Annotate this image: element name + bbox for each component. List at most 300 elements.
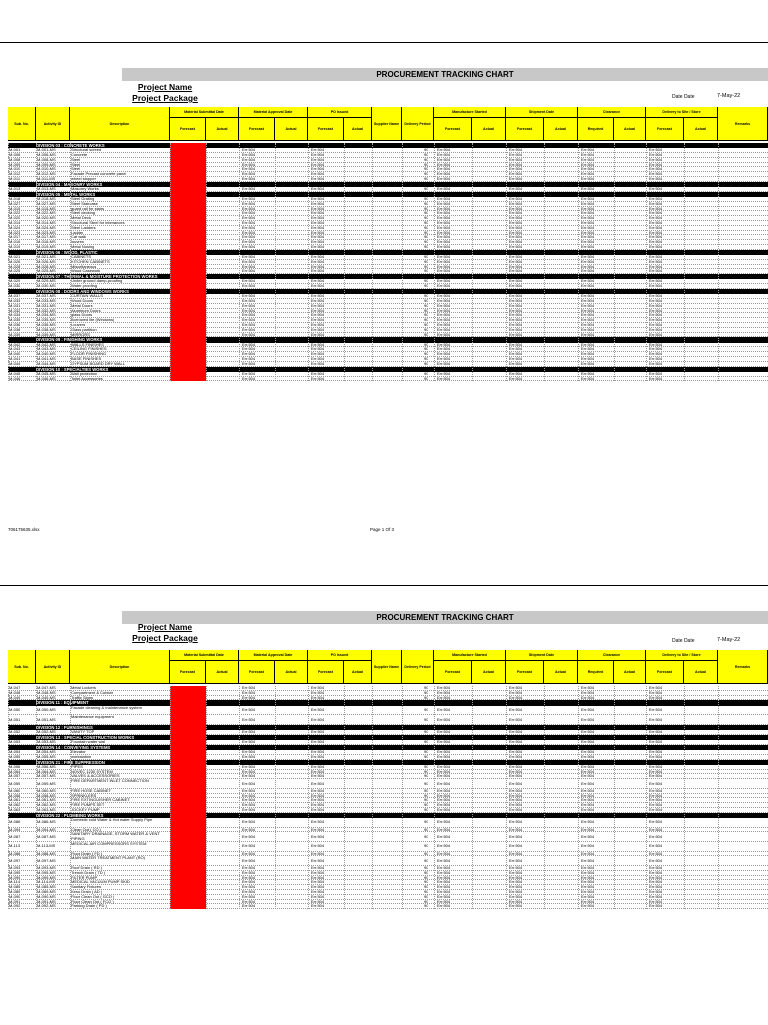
column-divider [646, 686, 647, 909]
row-manufacture-forecast: Err:504 [437, 904, 451, 909]
row-description: wheel stopper [71, 177, 96, 181]
row-delivery-period: 90 [424, 690, 429, 695]
row-date-forecast: Err:504 [581, 866, 595, 870]
row-description: SPRINKLERS [71, 793, 97, 798]
header-group: Delivery Period [402, 650, 434, 684]
table-row [8, 842, 768, 852]
row-date-forecast: Err:504 [581, 774, 595, 779]
row-description: FILTER PUMP [71, 875, 98, 880]
row-activity-id: M-036-MS [37, 323, 56, 327]
row-delivery-period: 90 [424, 730, 429, 734]
header-description: Description [70, 107, 170, 141]
row-delivery-period: 90 [424, 686, 429, 690]
row-manufacture-forecast: Err:504 [437, 774, 451, 779]
row-activity-id: M-061-MS [37, 798, 56, 803]
row-activity-id: M-097-MS [37, 858, 56, 863]
row-delivery-period: 90 [424, 803, 429, 808]
row-date-forecast: Err:504 [509, 279, 523, 284]
row-date-forecast: Err:504 [649, 197, 663, 201]
row-description: Floor Clean Out ( FCO ) [71, 899, 114, 904]
row-delivery-period: 90 [424, 361, 429, 366]
row-date-forecast: Err:504 [509, 875, 523, 880]
row-date-forecast: Err:504 [242, 808, 256, 812]
row-manufacture-forecast: Err:504 [437, 162, 451, 167]
row-manufacture-forecast: Err:504 [437, 269, 451, 274]
row-date-forecast: Err:504 [311, 323, 325, 327]
row-manufacture-forecast: Err:504 [437, 221, 451, 225]
row-sub-no: M-016 [9, 240, 21, 245]
row-delivery-period: 90 [424, 279, 429, 284]
row-date-forecast: Err:504 [649, 299, 663, 303]
row-date-forecast: Err:504 [311, 707, 325, 712]
row-date-forecast: Err:504 [509, 844, 523, 849]
row-date-forecast: Err:504 [242, 750, 256, 754]
header-group: Remarks [718, 650, 768, 684]
row-date-forecast: Err:504 [649, 148, 663, 153]
row-sub-no: M-021 [9, 255, 21, 259]
row-date-forecast: Err:504 [509, 230, 523, 235]
row-activity-id: M-044-MS [37, 361, 56, 366]
row-date-forecast: Err:504 [649, 284, 663, 289]
header-group: Material Approval Date [239, 650, 308, 661]
header-group: Delivery to Site / Store [646, 650, 718, 661]
row-date-forecast: Err:504 [509, 172, 523, 177]
row-date-forecast: Err:504 [242, 264, 256, 269]
row-description: Facade Precast concrete panel [71, 172, 127, 177]
row-date-forecast: Err:504 [509, 890, 523, 894]
row-description: Metal Nosing [71, 245, 95, 249]
row-description: Louvers [71, 323, 86, 327]
row-date-forecast: Err:504 [581, 342, 595, 347]
row-date-forecast: Err:504 [242, 875, 256, 880]
row-description: JOCKEY PUMP [71, 808, 100, 812]
row-date-forecast: Err:504 [311, 308, 325, 313]
column-divider [544, 686, 545, 909]
division-label: DIVISION 13 : SPECIAL CONSTRUCTION WORKS [36, 734, 135, 740]
row-date-forecast: Err:504 [649, 211, 663, 216]
row-sub-no: M-043 [9, 347, 21, 352]
row-date-forecast: Err:504 [509, 730, 523, 734]
row-date-forecast: Err:504 [242, 323, 256, 327]
row-description: Trench Drain ( TD ) [71, 870, 106, 875]
column-divider [170, 686, 171, 909]
row-date-forecast: Err:504 [242, 216, 256, 221]
row-date-forecast: Err:504 [509, 754, 523, 759]
row-manufacture-forecast: Err:504 [437, 299, 451, 303]
row-manufacture-forecast: Err:504 [437, 352, 451, 357]
row-manufacture-forecast: Err:504 [437, 880, 451, 885]
row-date-forecast: Err:504 [581, 875, 595, 880]
row-date-forecast: Err:504 [581, 730, 595, 734]
division-label: DIVISION 14 : CONVEYING SYSTEMS [36, 744, 111, 750]
row-manufacture-forecast: Err:504 [437, 754, 451, 759]
row-date-forecast: Err:504 [581, 148, 595, 153]
row-sub-no: M-032 [9, 308, 21, 313]
row-manufacture-forecast: Err:504 [437, 327, 451, 332]
row-sub-no: M-092 [9, 904, 21, 909]
column-divider [36, 686, 37, 909]
row-manufacture-forecast: Err:504 [437, 245, 451, 249]
row-date-forecast: Err:504 [581, 827, 595, 832]
row-activity-id: M-037-MS [37, 294, 56, 299]
row-sub-no: M-050 [9, 707, 21, 712]
header-group: Delivery to Site / Store [646, 107, 718, 118]
row-date-forecast: Err:504 [242, 803, 256, 808]
row-date-forecast: Err:504 [242, 294, 256, 299]
row-date-forecast: Err:504 [509, 357, 523, 361]
header-sub-actual: Actual [614, 661, 646, 684]
column-divider [472, 143, 473, 381]
row-sub-no: M-019 [9, 245, 21, 249]
row-sub-no: M-030 [9, 284, 21, 289]
row-delivery-period: 90 [424, 793, 429, 798]
row-description: Maintenance equipment [71, 715, 114, 720]
row-activity-id: M-056-MS [37, 764, 56, 769]
sheet-page-2 [0, 585, 768, 1025]
row-delivery-period: 90 [424, 774, 429, 779]
row-date-forecast: Err:504 [649, 870, 663, 875]
row-date-forecast: Err:504 [311, 269, 325, 274]
row-manufacture-forecast: Err:504 [437, 148, 451, 153]
header-group: Manufacture Started [434, 107, 506, 118]
row-date-forecast: Err:504 [509, 162, 523, 167]
row-sub-no: M-027 [9, 201, 21, 206]
header-group: Clearance [578, 650, 646, 661]
column-divider [684, 143, 685, 381]
row-activity-id: M-015-MS [37, 206, 56, 211]
row-date-forecast: Err:504 [509, 201, 523, 206]
row-date-forecast: Err:504 [242, 717, 256, 722]
row-delivery-period: 90 [424, 313, 429, 318]
row-date-forecast: Err:504 [509, 717, 523, 722]
row-activity-id: M-028-MS [37, 264, 56, 269]
row-date-forecast: Err:504 [649, 371, 663, 376]
row-activity-id: M-020-MS [37, 216, 56, 221]
row-description: Domestic cold Water & Hot water Supply Pipe [71, 818, 153, 822]
row-manufacture-forecast: Err:504 [437, 303, 451, 308]
date-value: 7-May-22 [717, 93, 741, 99]
row-date-forecast: Err:504 [311, 885, 325, 890]
row-manufacture-forecast: Err:504 [437, 216, 451, 221]
header-sub-no: Sub. No. [8, 650, 36, 684]
submittal-forecast-column [170, 686, 206, 909]
row-date-forecast: Err:504 [311, 820, 325, 825]
table-row [8, 706, 768, 716]
row-manufacture-forecast: Err:504 [437, 323, 451, 327]
row-date-forecast: Err:504 [311, 347, 325, 352]
row-manufacture-forecast: Err:504 [437, 803, 451, 808]
column-divider [344, 143, 345, 381]
row-manufacture-forecast: Err:504 [437, 894, 451, 899]
row-date-forecast: Err:504 [242, 327, 256, 332]
row-delivery-period: 90 [424, 707, 429, 712]
row-date-forecast: Err:504 [311, 157, 325, 162]
row-description: Steel [71, 167, 81, 172]
row-manufacture-forecast: Err:504 [437, 264, 451, 269]
row-date-forecast: Err:504 [242, 904, 256, 909]
row-date-forecast: Err:504 [649, 269, 663, 274]
column-divider [434, 686, 435, 909]
row-sub-no: M-090 [9, 894, 21, 899]
row-manufacture-forecast: Err:504 [437, 167, 451, 172]
row-activity-id: M-050-MS [37, 707, 56, 712]
row-date-forecast: Err:504 [311, 264, 325, 269]
column-divider [70, 686, 71, 909]
row-date-forecast: Err:504 [311, 827, 325, 832]
row-date-forecast: Err:504 [581, 157, 595, 162]
row-date-forecast: Err:504 [311, 798, 325, 803]
row-delivery-period: 90 [424, 695, 429, 700]
row-activity-id: M-038-MS [37, 327, 56, 332]
row-manufacture-forecast: Err:504 [437, 781, 451, 786]
row-date-forecast: Err:504 [581, 221, 595, 225]
row-description: Borrowed lite (Windows) [71, 318, 115, 323]
row-description: Cat walk [71, 235, 87, 240]
row-description: Parking Drain ( PD ) [71, 904, 107, 909]
row-date-forecast: Err:504 [242, 851, 256, 856]
column-divider [402, 143, 403, 381]
row-activity-id: M-085-MS [37, 885, 56, 890]
division-label: DIVISION 07 : THERMAL & MOISTURE PROTECTION WORKS [36, 274, 158, 280]
row-description: SANITARY DRAINAGE, STORM WATER & VENT PIPING [71, 832, 160, 842]
header-sub-actual: Actual [344, 661, 372, 684]
row-date-forecast: Err:504 [242, 870, 256, 875]
row-delivery-period: 90 [424, 197, 429, 201]
row-delivery-period: 90 [424, 299, 429, 303]
row-activity-id: M-033-MS [37, 299, 56, 303]
row-date-forecast: Err:504 [242, 269, 256, 274]
row-date-forecast: Err:504 [311, 764, 325, 769]
row-activity-id: M-023-MS [37, 230, 56, 235]
row-activity-id: M-013-MS [37, 187, 56, 191]
row-manufacture-forecast: Err:504 [437, 769, 451, 774]
row-date-forecast: Err:504 [311, 376, 325, 381]
row-activity-id: M-092-MS [37, 904, 56, 909]
row-date-forecast: Err:504 [311, 695, 325, 700]
row-date-forecast: Err:504 [509, 808, 523, 812]
row-manufacture-forecast: Err:504 [437, 793, 451, 798]
row-date-forecast: Err:504 [581, 172, 595, 177]
row-description: VALVES & ACCESSORIES [71, 774, 120, 779]
row-delivery-period: 90 [424, 201, 429, 206]
row-manufacture-forecast: Err:504 [437, 750, 451, 754]
row-date-forecast: Err:504 [509, 820, 523, 825]
row-activity-id: M-008-MS [37, 157, 56, 162]
row-manufacture-forecast: Err:504 [437, 717, 451, 722]
header-group: Shipment Date [506, 107, 578, 118]
row-date-forecast: Err:504 [509, 187, 523, 191]
row-description: Concrete [71, 153, 88, 157]
row-date-forecast: Err:504 [581, 880, 595, 885]
row-date-forecast: Err:504 [649, 153, 663, 157]
header-group: Material Approval Date [239, 107, 308, 118]
row-delivery-period: 90 [424, 255, 429, 259]
column-divider [718, 143, 719, 381]
row-date-forecast: Err:504 [509, 167, 523, 172]
row-activity-id: M-095-MS [37, 870, 56, 875]
header-sub-forecast: Forecast [239, 661, 275, 684]
row-date-forecast: Err:504 [581, 834, 595, 839]
row-date-forecast: Err:504 [581, 690, 595, 695]
row-date-forecast: Err:504 [649, 803, 663, 808]
row-date-forecast: Err:504 [509, 361, 523, 366]
row-manufacture-forecast: Err:504 [437, 342, 451, 347]
row-manufacture-forecast: Err:504 [437, 259, 451, 264]
row-date-forecast: Err:504 [311, 225, 325, 230]
row-date-forecast: Err:504 [581, 858, 595, 863]
row-date-forecast: Err:504 [311, 361, 325, 366]
row-date-forecast: Err:504 [509, 245, 523, 249]
row-delivery-period: 90 [424, 740, 429, 744]
row-date-forecast: Err:504 [311, 332, 325, 337]
row-date-forecast: Err:504 [242, 894, 256, 899]
row-description: Facade cleaning & maintenance system [71, 705, 142, 710]
row-activity-id: M-027-MS [37, 201, 56, 206]
row-date-forecast: Err:504 [649, 880, 663, 885]
project-package: Project Package [132, 633, 198, 643]
header-activity-id: Activity ID [36, 107, 70, 141]
row-date-forecast: Err:504 [311, 327, 325, 332]
row-delivery-period: 90 [424, 885, 429, 890]
row-date-forecast: Err:504 [649, 167, 663, 172]
row-date-forecast: Err:504 [242, 844, 256, 849]
row-activity-id: M-024-MS [37, 225, 56, 230]
column-divider [402, 686, 403, 909]
row-description: Structural Steel for intenances [71, 221, 125, 225]
row-date-forecast: Err:504 [509, 904, 523, 909]
header-group: Supplier Name [372, 650, 402, 684]
row-date-forecast: Err:504 [311, 690, 325, 695]
row-date-forecast: Err:504 [242, 754, 256, 759]
row-description: Metal Doors [71, 303, 93, 308]
row-date-forecast: Err:504 [242, 259, 256, 264]
row-activity-id: M-052-MS [37, 730, 56, 734]
row-description: Wood Doors [71, 299, 94, 303]
row-date-forecast: Err:504 [311, 216, 325, 221]
row-date-forecast: Err:504 [242, 834, 256, 839]
row-date-forecast: Err:504 [311, 235, 325, 240]
row-date-forecast: Err:504 [581, 259, 595, 264]
row-delivery-period: 90 [424, 157, 429, 162]
row-description: Masonry Works [71, 187, 99, 191]
row-description: Miscellaneous [71, 264, 97, 269]
row-date-forecast: Err:504 [649, 225, 663, 230]
row-date-forecast: Err:504 [242, 740, 256, 744]
row-date-forecast: Err:504 [311, 851, 325, 856]
row-date-forecast: Err:504 [242, 899, 256, 904]
row-date-forecast: Err:504 [509, 750, 523, 754]
row-manufacture-forecast: Err:504 [437, 172, 451, 177]
row-manufacture-forecast: Err:504 [437, 764, 451, 769]
row-date-forecast: Err:504 [311, 774, 325, 779]
row-description: Compartment & Cubicle [71, 690, 114, 695]
row-activity-id: M-018-MS [37, 197, 56, 201]
row-date-forecast: Err:504 [311, 303, 325, 308]
row-date-forecast: Err:504 [242, 230, 256, 235]
row-date-forecast: Err:504 [242, 221, 256, 225]
header-group: Shipment Date [506, 650, 578, 661]
row-date-forecast: Err:504 [581, 299, 595, 303]
row-sub-no: M-088 [9, 851, 21, 856]
row-manufacture-forecast: Err:504 [437, 153, 451, 157]
row-date-forecast: Err:504 [311, 793, 325, 798]
row-activity-id: M-034-MS [37, 313, 56, 318]
row-activity-id: M-010-MS [37, 167, 56, 172]
row-date-forecast: Err:504 [509, 894, 523, 899]
row-delivery-period: 90 [424, 187, 429, 191]
row-date-forecast: Err:504 [581, 357, 595, 361]
header-sub-actual: Actual [544, 118, 578, 141]
row-sub-no: M-040 [9, 352, 21, 357]
row-date-forecast: Err:504 [242, 690, 256, 695]
row-date-forecast: Err:504 [311, 870, 325, 875]
row-description: Roof Drain ( RD ) [71, 866, 102, 870]
row-description: PIPES [71, 764, 83, 769]
row-description: Steel Ladders [71, 225, 96, 230]
row-date-forecast: Err:504 [242, 211, 256, 216]
row-activity-id: M-055-MS [37, 754, 56, 759]
column-divider [434, 143, 435, 381]
row-date-forecast: Err:504 [311, 899, 325, 904]
row-date-forecast: Err:504 [581, 308, 595, 313]
row-delivery-period: 90 [424, 332, 429, 337]
row-date-forecast: Err:504 [242, 162, 256, 167]
row-delivery-period: 90 [424, 371, 429, 376]
header-sub-forecast: Forecast [506, 661, 544, 684]
row-description: Floor Drain ( FD ) [71, 851, 103, 856]
row-date-forecast: Err:504 [649, 820, 663, 825]
row-delivery-period: 90 [424, 245, 429, 249]
table-row [8, 779, 768, 789]
row-date-forecast: Err:504 [649, 686, 663, 690]
row-manufacture-forecast: Err:504 [437, 332, 451, 337]
row-date-forecast: Err:504 [581, 870, 595, 875]
row-manufacture-forecast: Err:504 [437, 851, 451, 856]
division-label: DIVISION 11 : EQUIPMENT [36, 700, 89, 706]
row-delivery-period: 90 [424, 844, 429, 849]
row-date-forecast: Err:504 [649, 904, 663, 909]
column-divider [275, 686, 276, 909]
tracking-table [8, 650, 768, 1025]
row-date-forecast: Err:504 [581, 327, 595, 332]
row-delivery-period: 90 [424, 764, 429, 769]
row-date-forecast: Err:504 [649, 707, 663, 712]
header-sub-actual: Actual [206, 118, 239, 141]
row-date-forecast: Err:504 [649, 264, 663, 269]
row-date-forecast: Err:504 [649, 294, 663, 299]
row-sub-no: M-023 [9, 230, 21, 235]
row-date-forecast: Err:504 [509, 235, 523, 240]
row-description: louvres [71, 240, 84, 245]
row-date-forecast: Err:504 [242, 890, 256, 894]
column-divider [8, 143, 9, 381]
row-date-forecast: Err:504 [311, 167, 325, 172]
row-activity-id: M-017-MS [37, 235, 56, 240]
row-date-forecast: Err:504 [581, 279, 595, 284]
row-manufacture-forecast: Err:504 [437, 820, 451, 825]
column-divider [239, 143, 240, 381]
row-description: MAIN WATER TREATMENT PLANT (RO) [71, 856, 145, 861]
row-delivery-period: 90 [424, 153, 429, 157]
row-date-forecast: Err:504 [581, 255, 595, 259]
row-description: KITCHEN CABINETS [71, 259, 110, 264]
row-date-forecast: Err:504 [581, 230, 595, 235]
row-description: Elevator [71, 750, 86, 754]
row-sub-no: M-046 [9, 376, 21, 381]
row-delivery-period: 90 [424, 308, 429, 313]
row-date-forecast: Err:504 [581, 686, 595, 690]
row-date-forecast: Err:504 [649, 781, 663, 786]
